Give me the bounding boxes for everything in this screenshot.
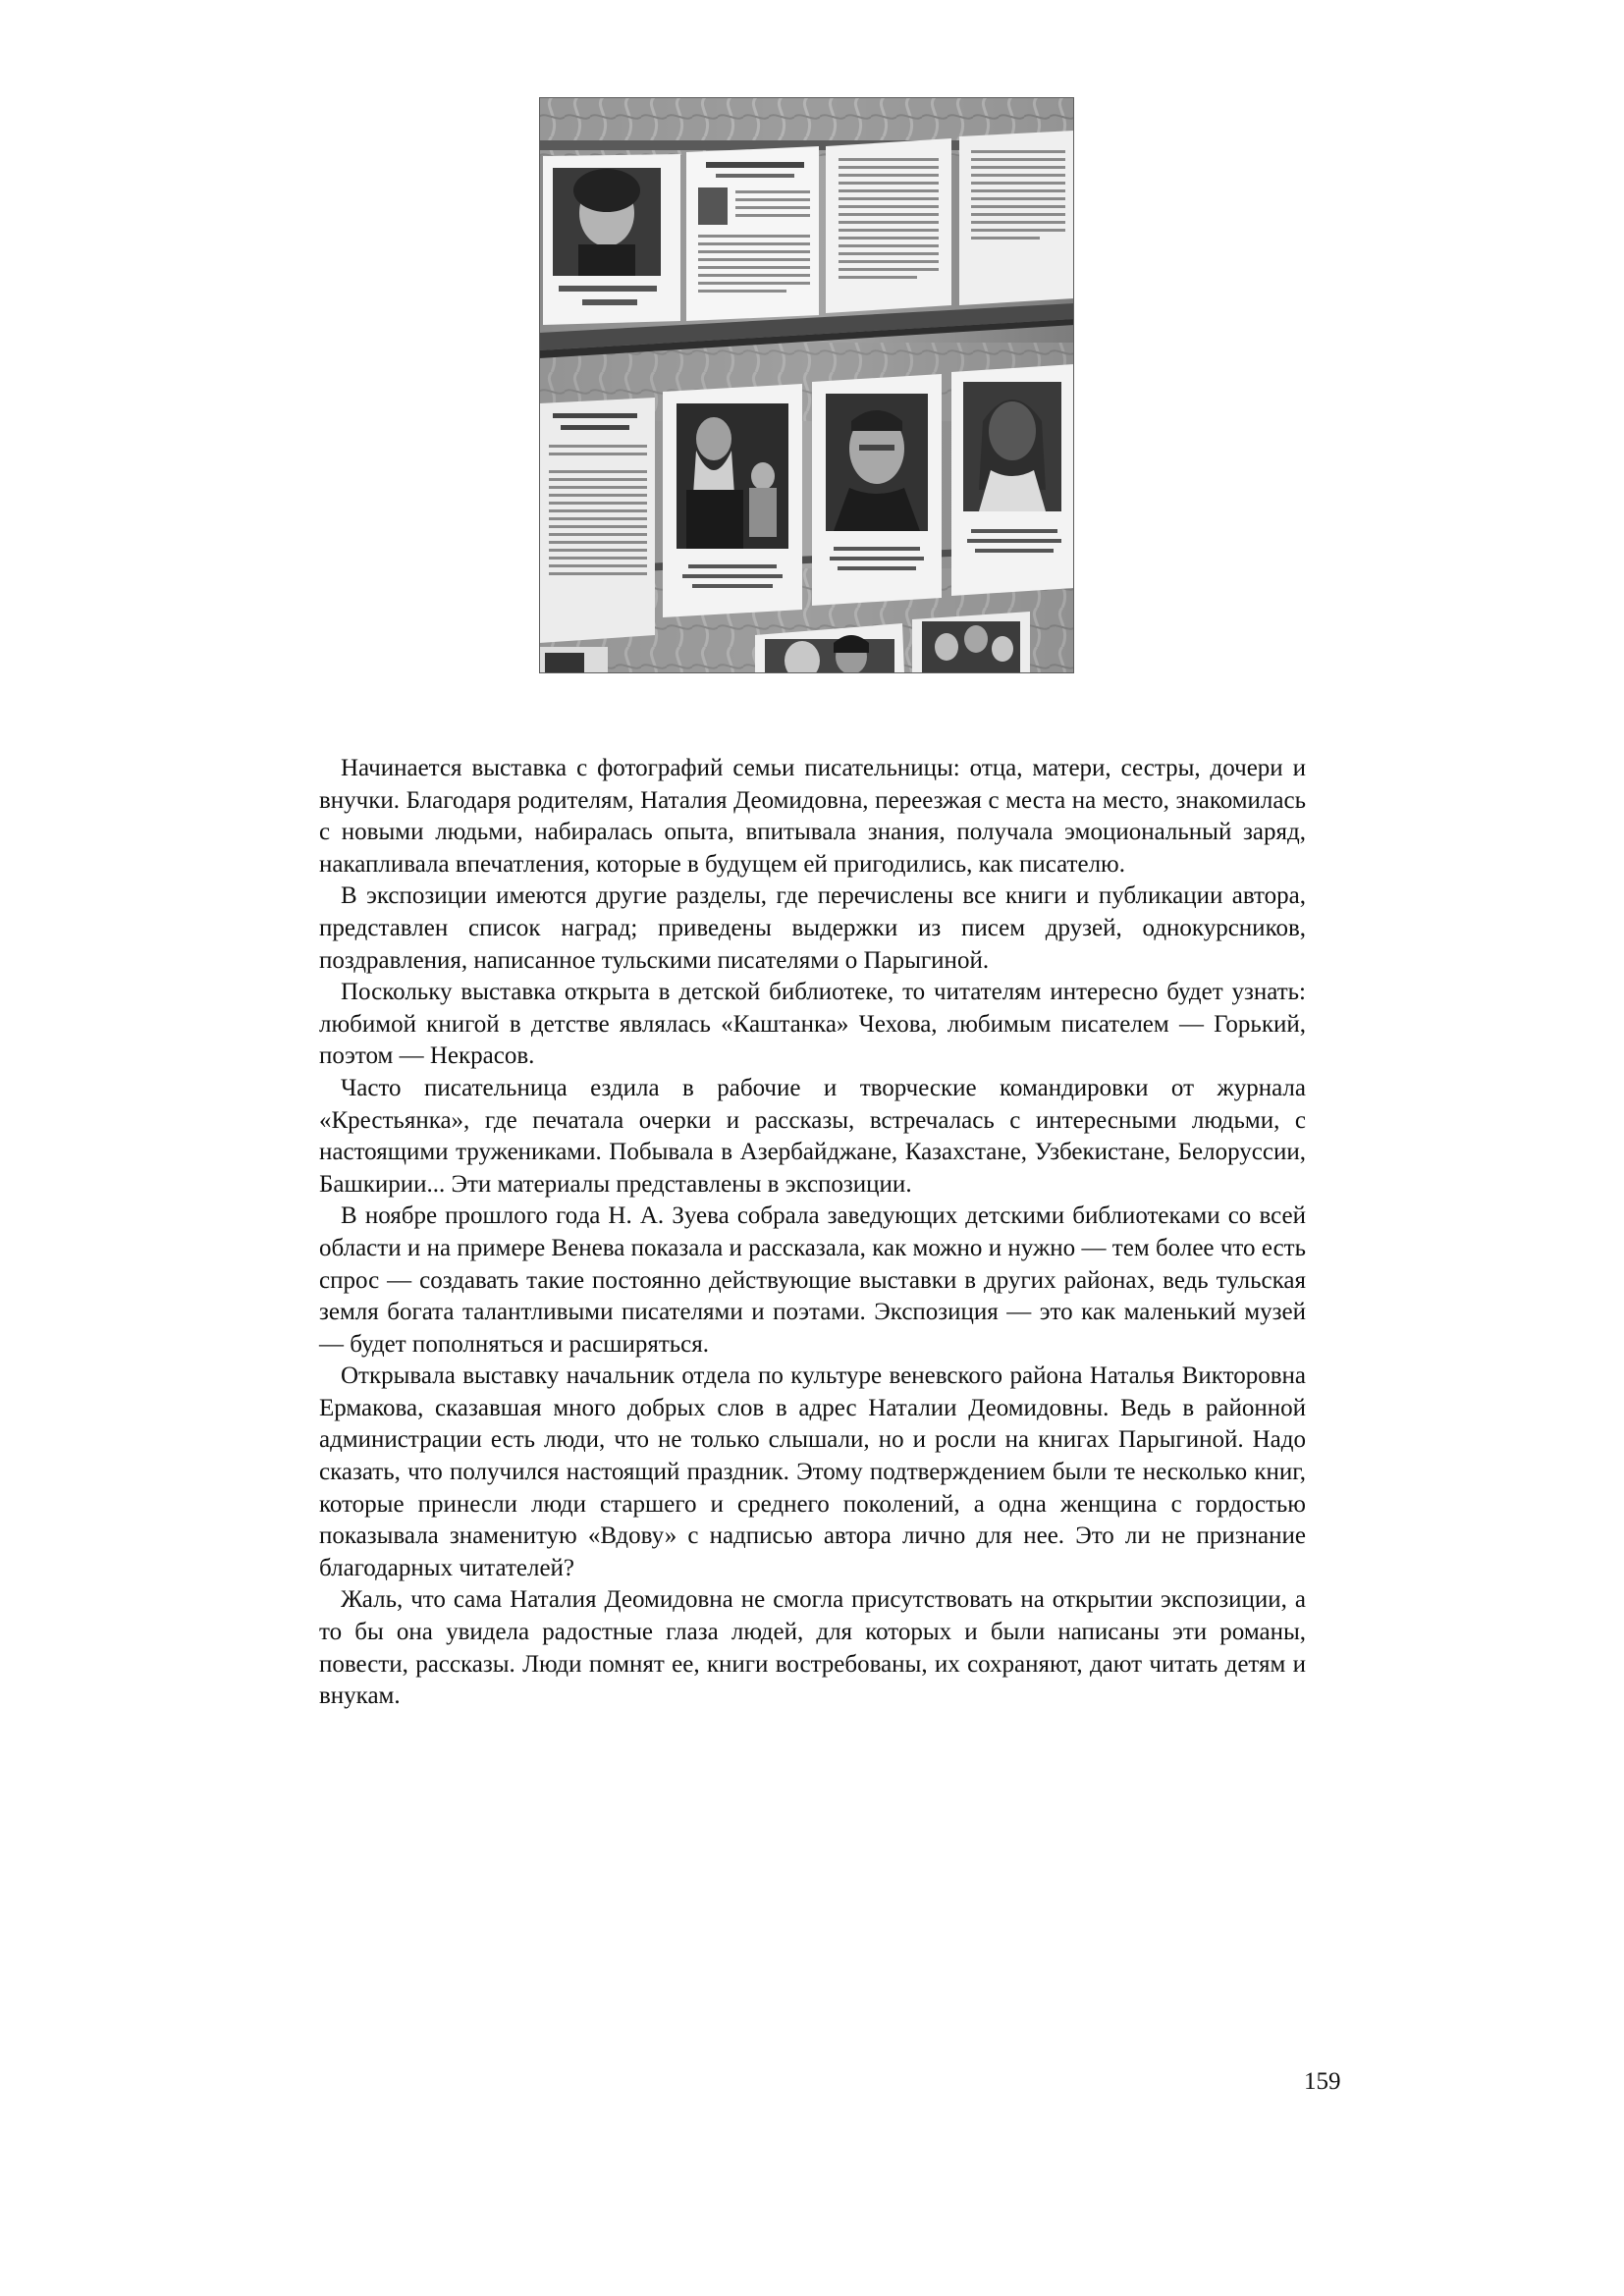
upper-text-card-3 xyxy=(959,131,1074,305)
portrait-father xyxy=(812,374,942,606)
upper-portrait-card xyxy=(543,154,680,325)
exhibition-photo xyxy=(539,97,1074,673)
paragraph: В экспозиции имеются другие разделы, где перечислены все книги и публикации автора, представлен список наград; приведены выдержки из писем друзей, однокурсников, поздравления, написанное тульскими писателями о Парыгиной. xyxy=(319,882,1306,974)
paragraph: Открывала выставку начальник отдела по культуре веневского района Наталья Викторовна Ермакова, сказавшая много добрых слов в адрес Наталии Деомидовны. Ведь в районной администрации есть люди, что не только слышали, но и росли на книгах Парыгиной. Надо сказать, что получился настоящий праздник. Этому подтверждением были те несколько книг, которые принесли люди старшего и среднего поколений, а одна женщина с гордостью показывала знаменитую «Вдову» с надписью автора лично для нее. Это ли не признание благодарных читателей? xyxy=(319,1362,1306,1581)
paragraph: Начинается выставка с фотографий семьи писательницы: отца, матери, сестры, дочери и внучки. Благодаря родителям, Наталия Деомидовна, переезжая с места на место, знакомилась с новыми людьми, набиралась опыта, впитывала знания, получала эмоциональный заряд, накапливала впечатления, которые в будущем ей пригодились, как писателю. xyxy=(319,755,1306,878)
lower-text-card xyxy=(539,398,655,643)
upper-text-card-1 xyxy=(686,146,819,321)
paragraph: Поскольку выставка открыта в детской библиотеке, то читателям интересно будет узнать: любимой книгой в детстве являлась «Каштанка» Чехова, любимым писателем — Горький, поэтом — Некрасов. xyxy=(319,979,1306,1070)
bottom-photo-family xyxy=(912,612,1030,673)
portrait-grandfather-child xyxy=(663,384,802,617)
paragraph: Жаль, что сама Наталия Деомидовна не смогла присутствовать на открытии экспозиции, а то бы она увидела радостные глаза людей, для которых и были написаны эти романы, повести, рассказы. Люди помнят ее, книги востребованы, их сохраняют, дают читать детям и внукам. xyxy=(319,1586,1306,1710)
portrait-mother xyxy=(951,364,1074,596)
article-body xyxy=(319,753,1306,1713)
upper-text-card-2 xyxy=(826,138,951,313)
paragraph: Часто писательница ездила в рабочие и творческие командировки от журнала «Крестьянка», где печатала очерки и рассказы, встречалась с интересными людьми, с настоящими тружениками. Побывала в Азербайджане, Казахстане, Узбекистане, Белоруссии, Башкирии... Эти материалы представлены в экспозиции. xyxy=(319,1074,1306,1198)
page-number: 159 xyxy=(1304,2068,1341,2095)
paragraph: В ноябре прошлого года Н. А. Зуева собрала заведующих детскими библиотеками со всей области и на примере Венева показала и рассказала, как можно и нужно — тем более что есть спрос — создавать такие постоянно действующие выставки в других районах, ведь тульская земля богата талантливыми писателями и поэтами. Экспозиция — это как маленький музей — будет пополняться и расширяться. xyxy=(319,1202,1306,1358)
